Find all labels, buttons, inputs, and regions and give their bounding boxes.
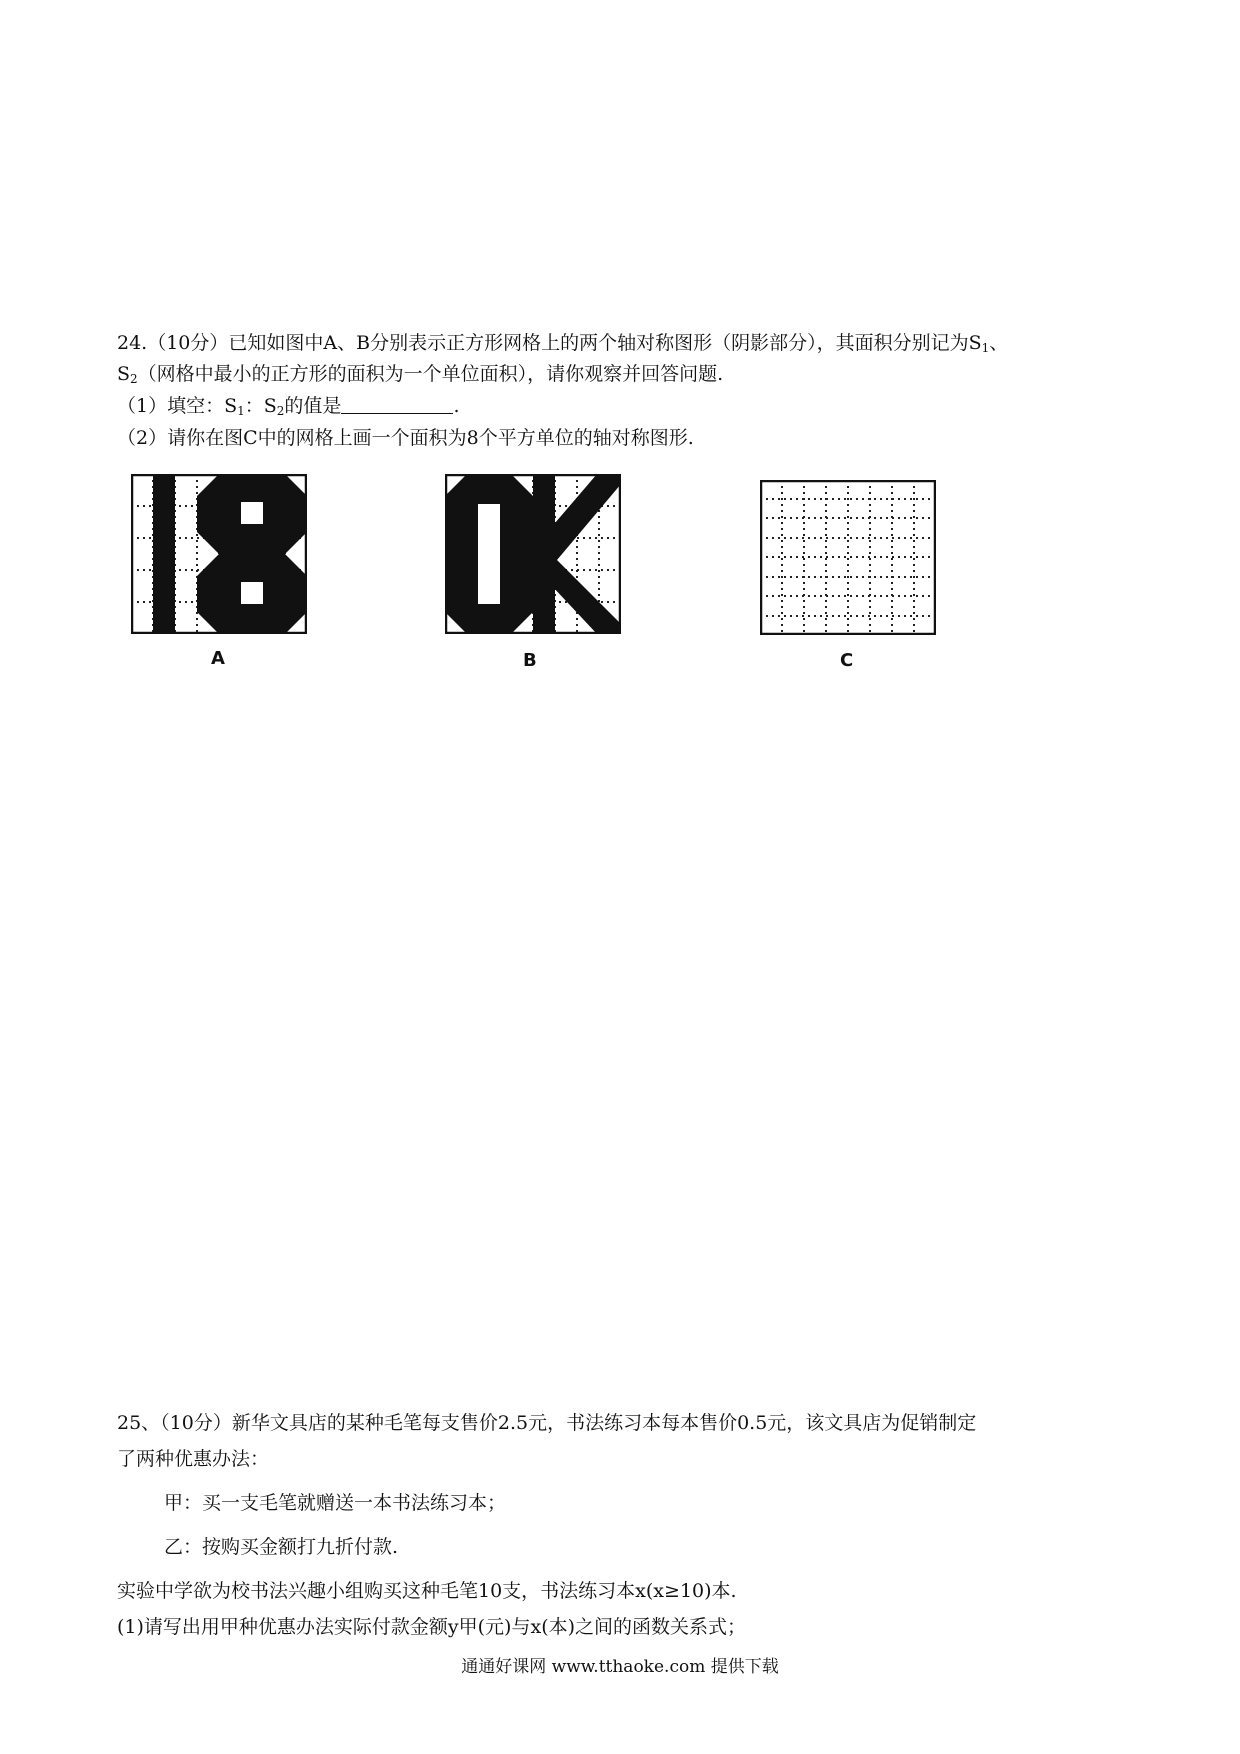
page-footer: 通通好课网 www.tthaoke.com 提供下载 (461, 1657, 779, 1677)
caption-a: A (211, 648, 225, 669)
q24-line2: $S_2$（网格中最小的正方形的面积为一个单位面积），请你观察并回答问题. (117, 363, 724, 386)
q25-option-b: 乙：按购买金额打九折付款. (164, 1536, 399, 1558)
answer-blank[interactable] (341, 395, 453, 414)
q25-line2: 了两种优惠办法： (117, 1448, 270, 1470)
q24-item2: （2）请你在图C中的网格上画一个面积为8个平方单位的轴对称图形. (117, 427, 694, 449)
q24-line1: 24.（10分）已知如图中A、B分别表示正方形网格上的两个轴对称图形（阴影部分），其面积分别记为$S_1$、 (117, 332, 1009, 355)
q25-line1: 25、（10分）新华文具店的某种毛笔每支售价2.5元，书法练习本每本售价0.5元，该文具店为促销制定 (117, 1412, 977, 1434)
q24-item1: （1）填空：$S_1$：$S_2$的值是 . (117, 395, 460, 418)
figure-a (131, 474, 307, 634)
q25-line6: (1)请写出用甲种优惠办法实际付款金额y甲(元)与x(本)之间的函数关系式； (117, 1616, 747, 1638)
figure-c (760, 480, 936, 635)
caption-b: B (523, 650, 537, 671)
q25-option-a: 甲：买一支毛笔就赠送一本书法练习本； (164, 1492, 507, 1514)
caption-c: C (840, 650, 854, 671)
figure-b (445, 474, 621, 634)
q25-line5: 实验中学欲为校书法兴趣小组购买这种毛笔10支，书法练习本x(x≥10)本. (117, 1580, 737, 1602)
